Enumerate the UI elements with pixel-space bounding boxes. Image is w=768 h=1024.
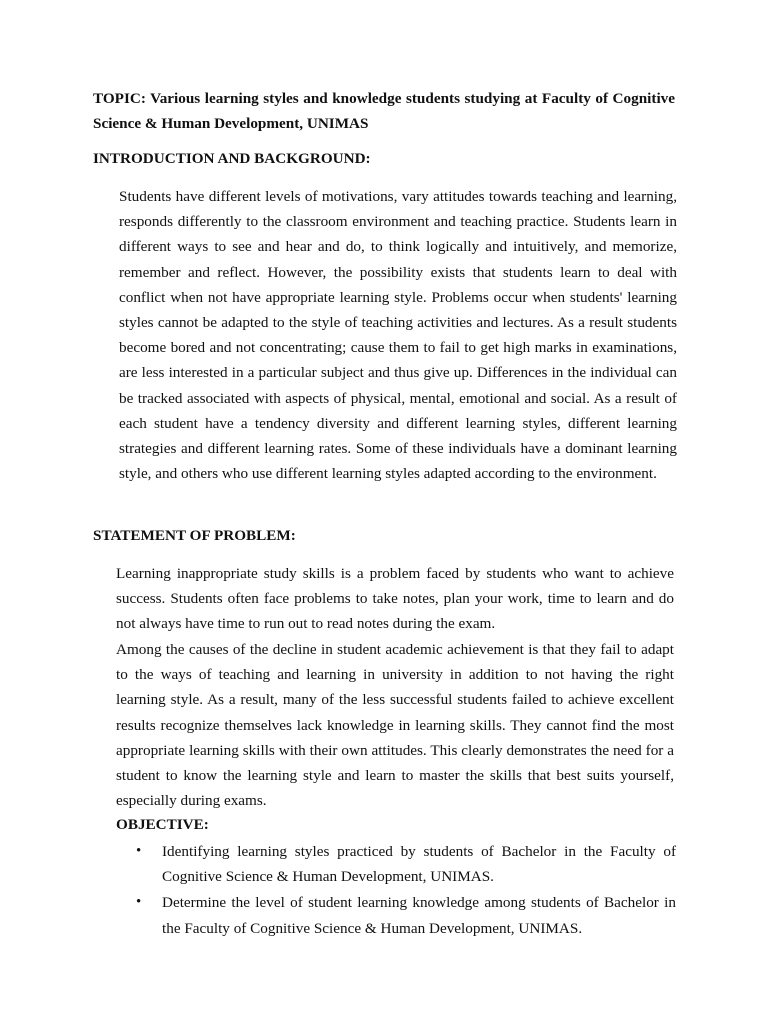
introduction-paragraph: Students have different levels of motivations, vary attitudes towards teaching and learning, responds differently to the classroom environment and teaching practice. Students learn in different ways to see and hear and do, to think logically and intuitively, and memorize, remember and reflect. However, the possibility exists that students learn to deal with conflict when not have appropriate learning style. Problems occur when students' learning styles cannot be adapted to the style of teaching activities and lectures. As a result students become bored and not concentrating; cause them to fail to get high marks in examinations, are less interested in a particular subject and thus give up. Differences in the individual can be tracked associated with aspects of physical, mental, emotional and social. As a result of each student have a tendency diversity and different learning styles, different learning strategies and different learning rates. Some of these individuals have a dominant learning style, and others who use different learning styles adapted according to the environment. <box>119 188 677 483</box>
objective-item <box>116 839 676 889</box>
introduction-heading: INTRODUCTION AND BACKGROUND: <box>93 150 371 167</box>
objective-item-text: Identifying learning styles practiced by students of Bachelor in the Faculty of Cognitive Science & Human Development, UNIMAS. <box>162 843 676 886</box>
objective-heading: OBJECTIVE: <box>116 816 209 833</box>
bullet-icon: • <box>136 894 142 911</box>
problem-heading: STATEMENT OF PROBLEM: <box>93 527 296 544</box>
objective-item-text: Determine the level of student learning knowledge among students of Bachelor in the Faculty of Cognitive Science & Human Development, UNIMAS. <box>162 894 676 937</box>
topic-title: TOPIC: Various learning styles and knowledge students studying at Faculty of Cognitive Science & Human Development, UNIMAS <box>93 90 675 132</box>
problem-paragraph-1: Learning inappropriate study skills is a problem faced by students who want to achieve success. Students often face problems to take notes, plan your work, time to learn and do not always have time to run out to read notes during the exam. <box>116 565 674 633</box>
objective-item <box>116 890 676 940</box>
objective-list <box>116 839 676 942</box>
problem-paragraph-2: Among the causes of the decline in student academic achievement is that they fail to adapt to the ways of teaching and learning in university in addition to not having the right learning style. As a result, many of the less successful students failed to achieve excellent results recognize themselves lack knowledge in learning skills. They cannot find the most appropriate learning skills with their own attitudes. This clearly demonstrates the need for a student to know the learning style and learn to master the skills that best suits yourself, especially during exams. <box>116 641 674 810</box>
bullet-icon: • <box>136 843 142 859</box>
